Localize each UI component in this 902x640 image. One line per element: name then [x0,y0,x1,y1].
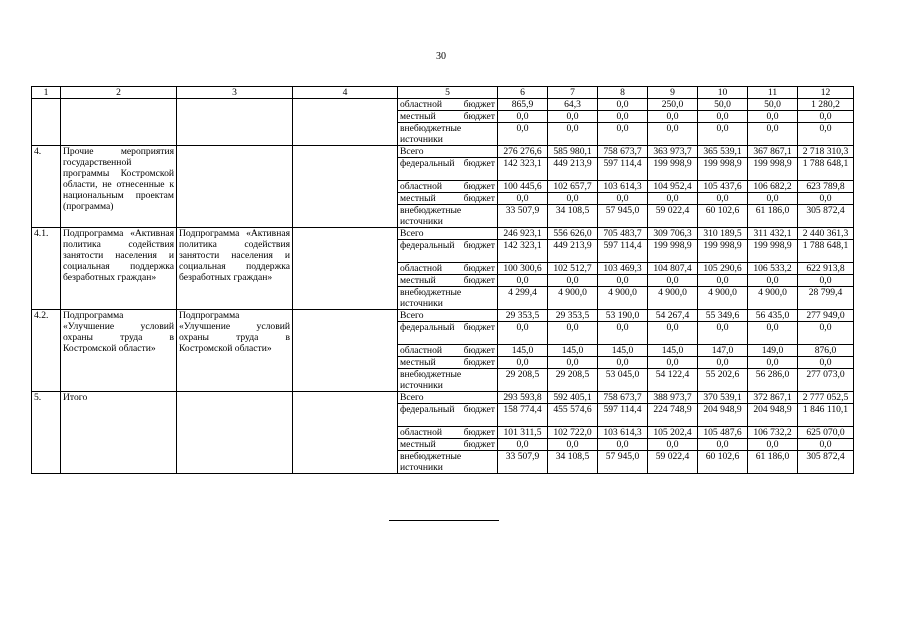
column-header: 8 [598,87,648,99]
amount-cell: 28 799,4 [798,287,854,310]
amount-cell: 0,0 [548,275,598,287]
amount-cell: 199 998,9 [648,158,698,181]
column-header: 6 [498,87,548,99]
amount-cell: 0,0 [598,275,648,287]
amount-cell: 0,0 [648,123,698,146]
amount-cell: 199 998,9 [748,240,798,263]
amount-cell: 4 900,0 [598,287,648,310]
amount-cell: 0,0 [698,275,748,287]
amount-cell: 0,0 [648,111,698,123]
amount-cell: 0,0 [498,439,548,451]
amount-cell: 158 774,4 [498,404,548,427]
funding-source: областной бюджет [398,181,498,193]
amount-cell: 105 202,4 [648,427,698,439]
amount-cell: 60 102,6 [698,451,748,474]
funding-source: федеральный бюджет [398,240,498,263]
amount-cell: 59 022,4 [648,205,698,228]
amount-cell: 199 998,9 [698,240,748,263]
row-code: 4.2. [32,310,61,392]
funding-source: федеральный бюджет [398,322,498,345]
row-column-4 [293,310,398,392]
amount-cell: 293 593,8 [498,392,548,404]
row-code: 4. [32,146,61,228]
amount-cell: 53 190,0 [598,310,648,322]
amount-cell: 388 973,7 [648,392,698,404]
row-code: 5. [32,392,61,474]
amount-cell: 705 483,7 [598,228,648,240]
amount-cell: 4 900,0 [698,287,748,310]
column-header: 4 [293,87,398,99]
amount-cell: 0,0 [798,357,854,369]
amount-cell: 60 102,6 [698,205,748,228]
amount-cell: 0,0 [498,322,548,345]
column-header: 7 [548,87,598,99]
amount-cell: 0,0 [698,322,748,345]
amount-cell: 55 202,6 [698,369,748,392]
amount-cell: 758 673,7 [598,146,648,158]
amount-cell: 104 952,4 [648,181,698,193]
amount-cell: 224 748,9 [648,404,698,427]
amount-cell: 104 807,4 [648,263,698,275]
funding-source: Всего [398,228,498,240]
amount-cell: 597 114,4 [598,240,648,263]
funding-source: внебюджетные источники [398,205,498,228]
amount-cell: 100 445,6 [498,181,548,193]
amount-cell: 29 353,5 [548,310,598,322]
funding-source: внебюджетные источники [398,451,498,474]
amount-cell: 105 290,6 [698,263,748,275]
row-executor [177,146,293,228]
amount-cell: 102 512,7 [548,263,598,275]
funding-source: Всего [398,146,498,158]
header-row [32,87,854,99]
amount-cell: 101 311,5 [498,427,548,439]
amount-cell: 33 507,9 [498,205,548,228]
amount-cell: 102 722,0 [548,427,598,439]
row-column-4 [293,392,398,474]
row-name [61,99,177,146]
amount-cell: 106 732,2 [748,427,798,439]
amount-cell: 55 349,6 [698,310,748,322]
amount-cell: 103 614,3 [598,181,648,193]
amount-cell: 0,0 [598,111,648,123]
amount-cell: 250,0 [648,99,698,111]
funding-source: местный бюджет [398,275,498,287]
funding-source: внебюджетные источники [398,369,498,392]
amount-cell: 0,0 [698,193,748,205]
funding-source: областной бюджет [398,263,498,275]
amount-cell: 61 186,0 [748,451,798,474]
amount-cell: 0,0 [548,193,598,205]
amount-cell: 34 108,5 [548,451,598,474]
amount-cell: 0,0 [598,322,648,345]
amount-cell: 309 706,3 [648,228,698,240]
amount-cell: 50,0 [698,99,748,111]
column-header: 1 [32,87,61,99]
amount-cell: 277 949,0 [798,310,854,322]
footer-rule [389,520,499,521]
amount-cell: 0,0 [548,322,598,345]
amount-cell: 625 070,0 [798,427,854,439]
amount-cell: 29 208,5 [548,369,598,392]
amount-cell: 0,0 [798,193,854,205]
column-header: 2 [61,87,177,99]
amount-cell: 34 108,5 [548,205,598,228]
amount-cell: 103 469,3 [598,263,648,275]
amount-cell: 0,0 [498,275,548,287]
amount-cell: 149,0 [748,345,798,357]
row-code [32,99,61,146]
amount-cell: 0,0 [598,357,648,369]
amount-cell: 0,0 [598,99,648,111]
amount-cell: 455 574,6 [548,404,598,427]
amount-cell: 0,0 [498,193,548,205]
amount-cell: 865,9 [498,99,548,111]
amount-cell: 370 539,1 [698,392,748,404]
amount-cell: 0,0 [548,439,598,451]
amount-cell: 145,0 [598,345,648,357]
table-row [32,228,854,240]
amount-cell: 56 435,0 [748,310,798,322]
amount-cell: 50,0 [748,99,798,111]
amount-cell: 363 973,7 [648,146,698,158]
column-header: 9 [648,87,698,99]
amount-cell: 0,0 [548,357,598,369]
funding-source: местный бюджет [398,111,498,123]
column-header: 3 [177,87,293,99]
amount-cell: 204 948,9 [748,404,798,427]
row-name: Подпрограмма «Улучшение условий охраны труда в Костромской области» [61,310,177,392]
amount-cell: 103 614,3 [598,427,648,439]
funding-source: федеральный бюджет [398,404,498,427]
amount-cell: 0,0 [698,357,748,369]
amount-cell: 0,0 [648,193,698,205]
amount-cell: 147,0 [698,345,748,357]
amount-cell: 622 913,8 [798,263,854,275]
amount-cell: 0,0 [748,193,798,205]
table-row [32,99,854,111]
amount-cell: 305 872,4 [798,451,854,474]
amount-cell: 2 440 361,3 [798,228,854,240]
amount-cell: 29 353,5 [498,310,548,322]
amount-cell: 0,0 [798,275,854,287]
amount-cell: 0,0 [748,111,798,123]
amount-cell: 0,0 [748,439,798,451]
amount-cell: 0,0 [798,322,854,345]
amount-cell: 1 846 110,1 [798,404,854,427]
amount-cell: 0,0 [748,275,798,287]
row-code: 4.1. [32,228,61,310]
amount-cell: 0,0 [798,123,854,146]
amount-cell: 623 789,8 [798,181,854,193]
amount-cell: 57 945,0 [598,205,648,228]
amount-cell: 33 507,9 [498,451,548,474]
column-header: 5 [398,87,498,99]
row-executor [177,99,293,146]
funding-source: местный бюджет [398,439,498,451]
amount-cell: 277 073,0 [798,369,854,392]
amount-cell: 592 405,1 [548,392,598,404]
row-executor: Подпрограмма «Улучшение условий охраны труда в Костромской области» [177,310,293,392]
amount-cell: 0,0 [598,123,648,146]
amount-cell: 372 867,1 [748,392,798,404]
amount-cell: 0,0 [698,439,748,451]
amount-cell: 0,0 [798,439,854,451]
amount-cell: 1 788 648,1 [798,240,854,263]
amount-cell: 0,0 [548,111,598,123]
amount-cell: 4 900,0 [648,287,698,310]
amount-cell: 0,0 [798,111,854,123]
amount-cell: 365 539,1 [698,146,748,158]
amount-cell: 367 867,1 [748,146,798,158]
row-name: Итого [61,392,177,474]
row-name: Подпрограмма «Активная политика содействия занятости населения и социальная поддержка безработных граждан» [61,228,177,310]
amount-cell: 0,0 [698,123,748,146]
amount-cell: 0,0 [648,357,698,369]
amount-cell: 449 213,9 [548,158,598,181]
amount-cell: 204 948,9 [698,404,748,427]
amount-cell: 0,0 [698,111,748,123]
amount-cell: 56 286,0 [748,369,798,392]
row-executor [177,392,293,474]
amount-cell: 29 208,5 [498,369,548,392]
funding-source: областной бюджет [398,345,498,357]
amount-cell: 0,0 [598,193,648,205]
amount-cell: 2 777 052,5 [798,392,854,404]
amount-cell: 305 872,4 [798,205,854,228]
amount-cell: 0,0 [748,322,798,345]
amount-cell: 145,0 [648,345,698,357]
amount-cell: 1 280,2 [798,99,854,111]
amount-cell: 142 323,1 [498,240,548,263]
amount-cell: 199 998,9 [698,158,748,181]
amount-cell: 4 900,0 [548,287,598,310]
amount-cell: 53 045,0 [598,369,648,392]
amount-cell: 310 189,5 [698,228,748,240]
amount-cell: 0,0 [598,439,648,451]
amount-cell: 102 657,7 [548,181,598,193]
amount-cell: 597 114,4 [598,404,648,427]
page-number: 30 [436,51,446,62]
row-column-4 [293,99,398,146]
funding-source: Всего [398,392,498,404]
amount-cell: 0,0 [498,123,548,146]
amount-cell: 57 945,0 [598,451,648,474]
funding-source: внебюджетные источники [398,123,498,146]
amount-cell: 4 299,4 [498,287,548,310]
amount-cell: 145,0 [498,345,548,357]
funding-source: Всего [398,310,498,322]
amount-cell: 0,0 [498,111,548,123]
amount-cell: 61 186,0 [748,205,798,228]
amount-cell: 106 533,2 [748,263,798,275]
row-column-4 [293,146,398,228]
table-row [32,392,854,404]
amount-cell: 876,0 [798,345,854,357]
amount-cell: 556 626,0 [548,228,598,240]
amount-cell: 142 323,1 [498,158,548,181]
budget-table [31,86,854,474]
amount-cell: 758 673,7 [598,392,648,404]
amount-cell: 597 114,4 [598,158,648,181]
amount-cell: 246 923,1 [498,228,548,240]
amount-cell: 0,0 [498,357,548,369]
amount-cell: 2 718 310,3 [798,146,854,158]
funding-source: местный бюджет [398,357,498,369]
table-row [32,310,854,322]
amount-cell: 0,0 [648,275,698,287]
column-header: 10 [698,87,748,99]
amount-cell: 199 998,9 [648,240,698,263]
amount-cell: 59 022,4 [648,451,698,474]
amount-cell: 54 122,4 [648,369,698,392]
amount-cell: 311 432,1 [748,228,798,240]
amount-cell: 0,0 [548,123,598,146]
row-name: Прочие мероприятия государственной программы Костромской области, не отнесенные к национальным проектам (программа) [61,146,177,228]
column-header: 11 [748,87,798,99]
funding-source: областной бюджет [398,99,498,111]
amount-cell: 0,0 [748,357,798,369]
budget-table-body [32,87,854,474]
amount-cell: 4 900,0 [748,287,798,310]
amount-cell: 105 437,6 [698,181,748,193]
amount-cell: 0,0 [648,322,698,345]
amount-cell: 54 267,4 [648,310,698,322]
funding-source: местный бюджет [398,193,498,205]
amount-cell: 1 788 648,1 [798,158,854,181]
amount-cell: 0,0 [748,123,798,146]
amount-cell: 100 300,6 [498,263,548,275]
amount-cell: 449 213,9 [548,240,598,263]
amount-cell: 585 980,1 [548,146,598,158]
funding-source: областной бюджет [398,427,498,439]
amount-cell: 199 998,9 [748,158,798,181]
row-column-4 [293,228,398,310]
amount-cell: 276 276,6 [498,146,548,158]
funding-source: федеральный бюджет [398,158,498,181]
amount-cell: 64,3 [548,99,598,111]
amount-cell: 106 682,2 [748,181,798,193]
amount-cell: 145,0 [548,345,598,357]
column-header: 12 [798,87,854,99]
funding-source: внебюджетные источники [398,287,498,310]
amount-cell: 105 487,6 [698,427,748,439]
table-row [32,146,854,158]
row-executor: Подпрограмма «Активная политика содействия занятости населения и социальная поддержка безработных граждан» [177,228,293,310]
amount-cell: 0,0 [648,439,698,451]
